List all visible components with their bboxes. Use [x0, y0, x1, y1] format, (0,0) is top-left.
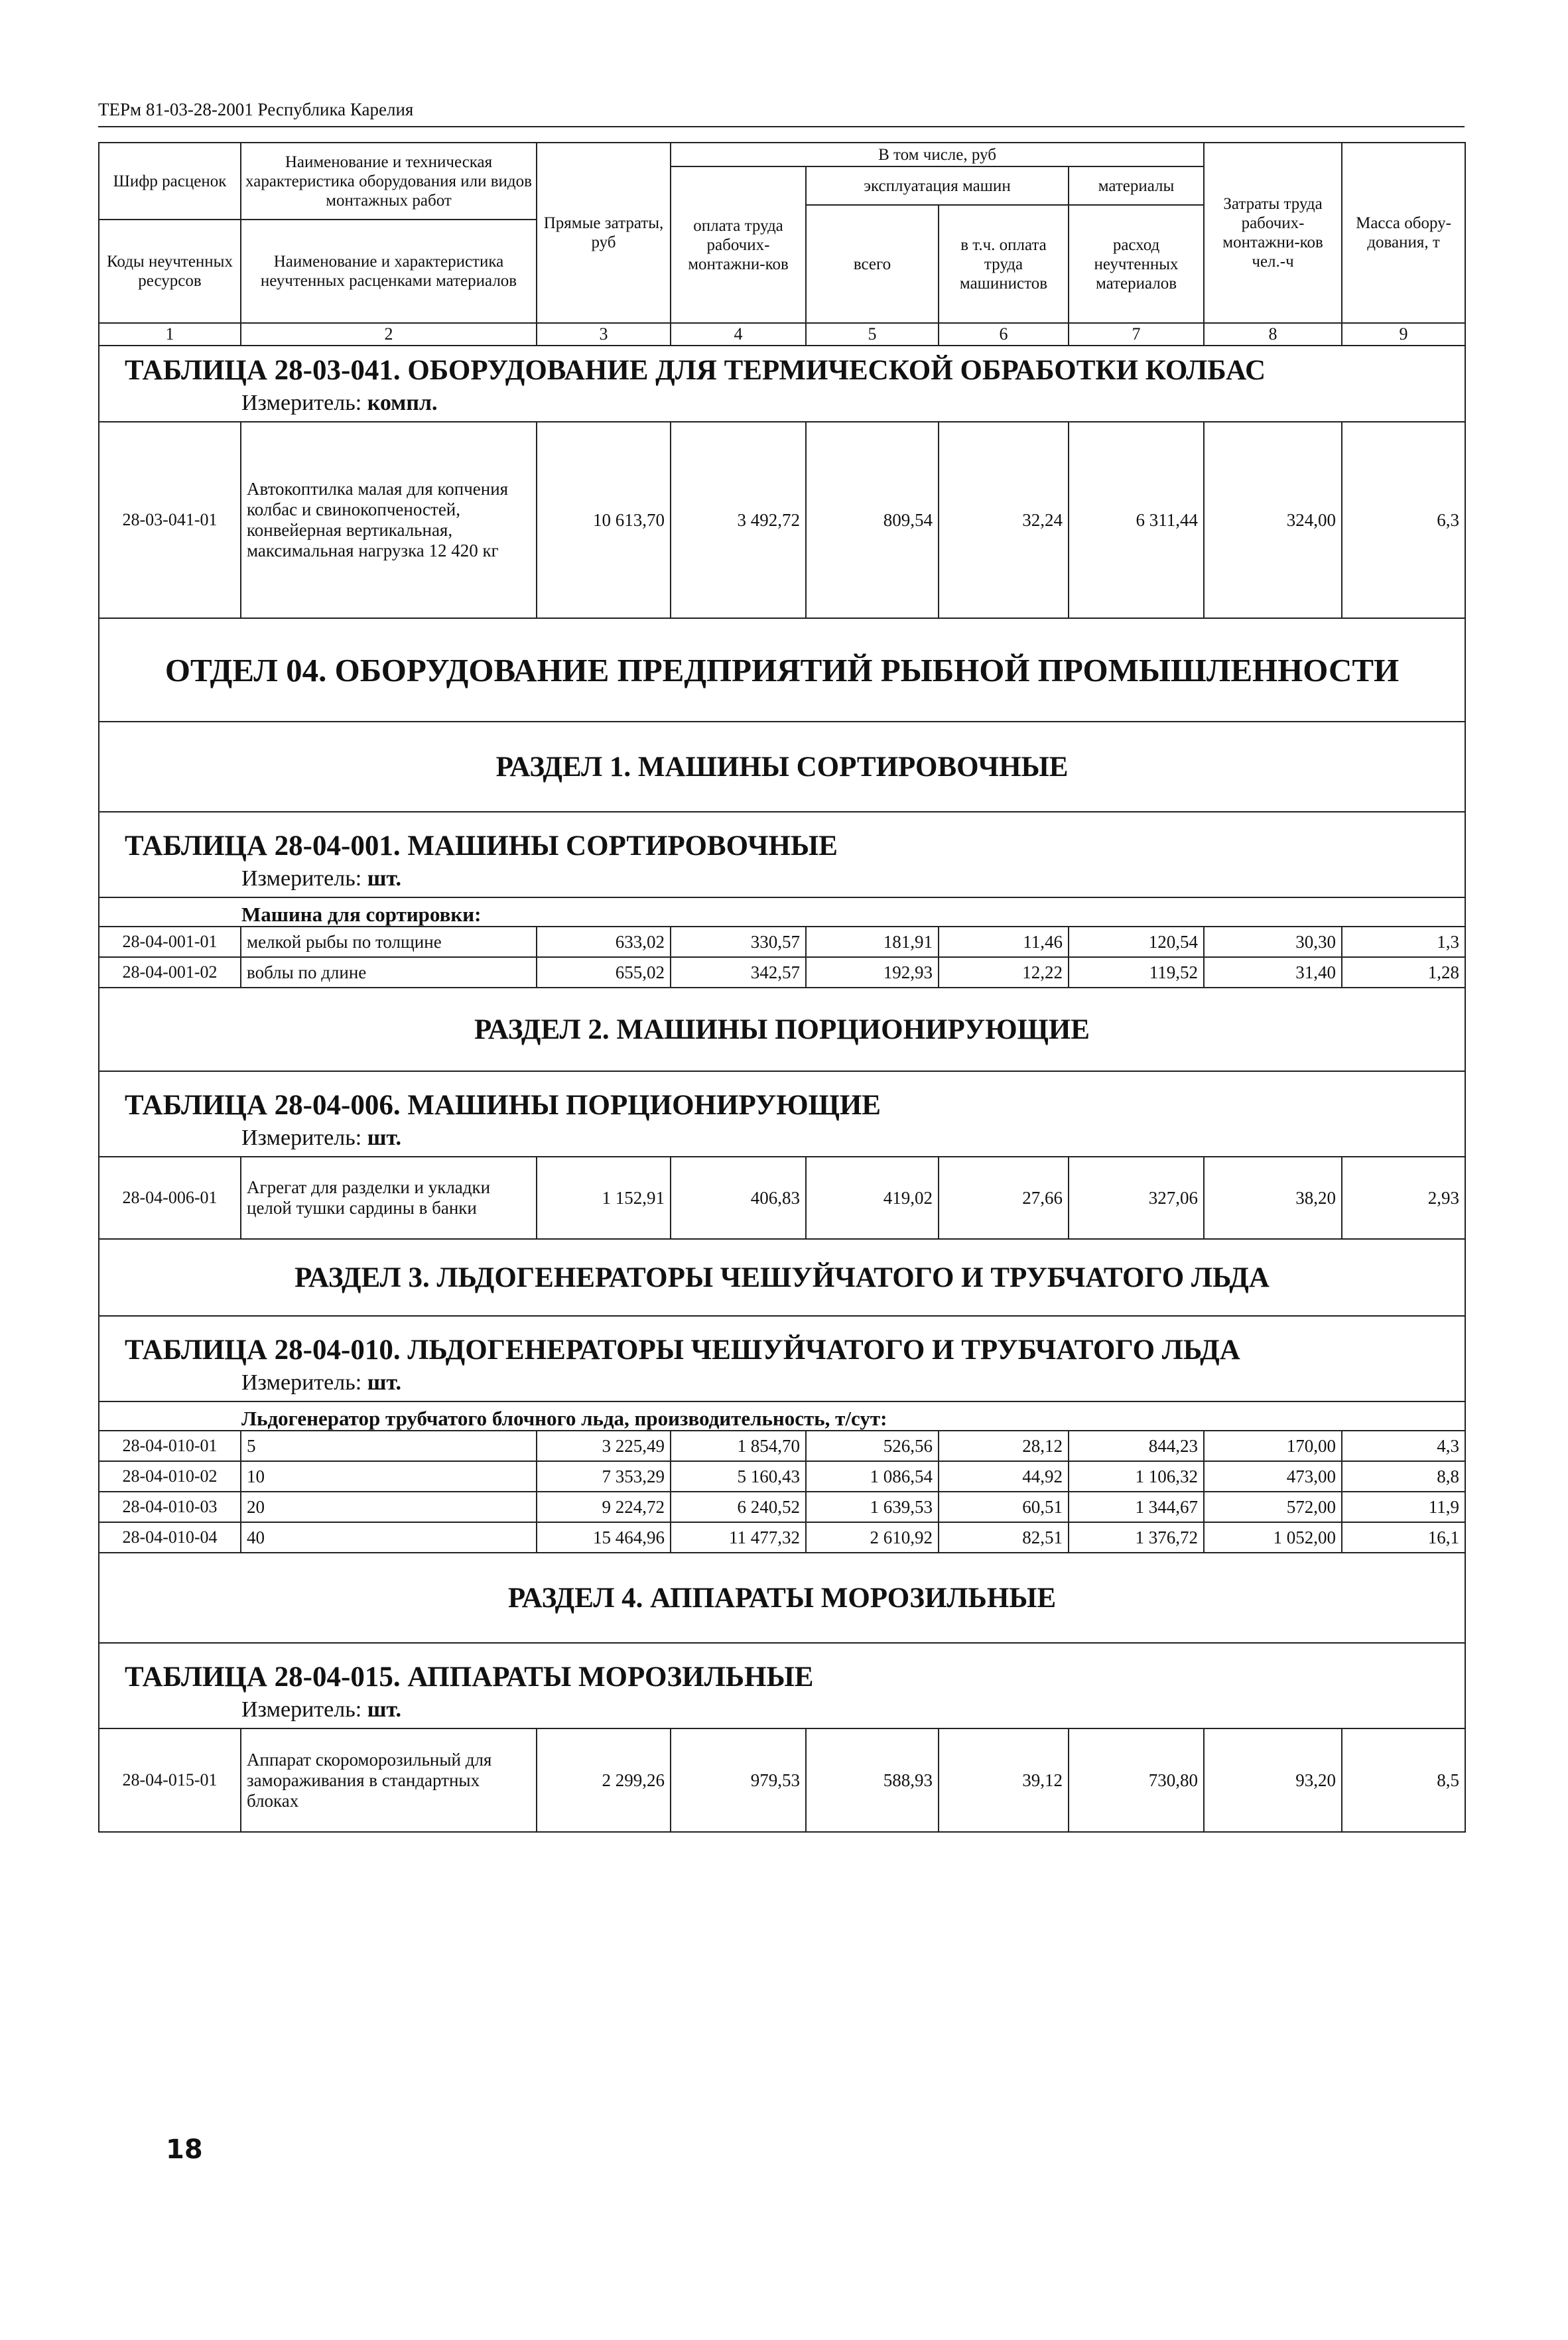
department-row: [99, 618, 1465, 722]
operator-cost: 28,12: [939, 1431, 1069, 1461]
col3-header: Прямые затраты, руб: [537, 143, 671, 323]
column-numbers-row: [99, 323, 1465, 346]
equipment-mass: 1,28: [1342, 957, 1465, 988]
direct-cost: 633,02: [537, 927, 671, 957]
machine-cost: 1 086,54: [806, 1461, 939, 1492]
labor-cost: 330,57: [671, 927, 806, 957]
table-row: [99, 1157, 1465, 1239]
material-cost: 1 344,67: [1069, 1492, 1204, 1522]
expl-header: эксплуатация машин: [806, 166, 1069, 205]
labor-hours: 473,00: [1204, 1461, 1342, 1492]
col2-header-b: Наименование и характеристика неучтенных расценками материалов: [241, 220, 537, 323]
col7-header: расход неучтенных материалов: [1069, 205, 1204, 323]
measure-unit: Измеритель: шт.: [241, 1126, 402, 1150]
rate-code: 28-04-001-01: [99, 927, 241, 957]
direct-cost: 655,02: [537, 957, 671, 988]
rate-name: 40: [241, 1522, 537, 1553]
material-cost: 6 311,44: [1069, 422, 1204, 618]
table-row: [99, 927, 1465, 957]
group-title: Льдогенератор трубчатого блочного льда, производительность, т/сут:: [241, 1407, 887, 1430]
material-cost: 844,23: [1069, 1431, 1204, 1461]
rate-name: мелкой рыбы по толщине: [241, 927, 537, 957]
table-row: [99, 957, 1465, 988]
col-number: 1: [99, 323, 241, 346]
machine-cost: 526,56: [806, 1431, 939, 1461]
labor-hours: 572,00: [1204, 1492, 1342, 1522]
table-title: ТАБЛИЦА 28-04-010. ЛЬДОГЕНЕРАТОРЫ ЧЕШУЙЧАТОГО И ТРУБЧАТОГО ЛЬДА: [125, 1334, 1240, 1366]
price-table: [98, 142, 1465, 1833]
running-header: ТЕРм 81-03-28-2001 Республика Карелия: [98, 99, 414, 119]
machine-cost: 419,02: [806, 1157, 939, 1239]
direct-cost: 3 225,49: [537, 1431, 671, 1461]
material-cost: 327,06: [1069, 1157, 1204, 1239]
section-row: [99, 1239, 1465, 1316]
equipment-mass: 1,3: [1342, 927, 1465, 957]
table-row: [99, 422, 1465, 618]
section-row: [99, 722, 1465, 812]
rate-name: воблы по длине: [241, 957, 537, 988]
labor-cost: 342,57: [671, 957, 806, 988]
labor-hours: 93,20: [1204, 1728, 1342, 1832]
labor-cost: 3 492,72: [671, 422, 806, 618]
col2-header-a: Наименование и техническая характеристика оборудования или видов монтажных работ: [241, 143, 537, 220]
col6-header: в т.ч. оплата труда машинистов: [939, 205, 1069, 323]
rate-code: 28-04-010-02: [99, 1461, 241, 1492]
labor-cost: 979,53: [671, 1728, 806, 1832]
rates-table: [98, 142, 1466, 1833]
col-number: 2: [241, 323, 537, 346]
col-number: 6: [939, 323, 1069, 346]
section-title: РАЗДЕЛ 4. АППАРАТЫ МОРОЗИЛЬНЫЕ: [99, 1553, 1465, 1643]
col4-header: оплата труда рабочих-монтажни-ков: [671, 166, 806, 323]
direct-cost: 9 224,72: [537, 1492, 671, 1522]
table-title-row: [99, 1316, 1465, 1401]
col-number: 8: [1204, 323, 1342, 346]
material-cost: 730,80: [1069, 1728, 1204, 1832]
table-title-row: [99, 346, 1465, 422]
machine-cost: 1 639,53: [806, 1492, 939, 1522]
group-row: [99, 897, 1465, 927]
operator-cost: 27,66: [939, 1157, 1069, 1239]
operator-cost: 12,22: [939, 957, 1069, 988]
labor-hours: 324,00: [1204, 422, 1342, 618]
labor-cost: 6 240,52: [671, 1492, 806, 1522]
measure-unit: Измеритель: шт.: [241, 1370, 402, 1395]
table-row: [99, 1728, 1465, 1832]
direct-cost: 15 464,96: [537, 1522, 671, 1553]
section-row: [99, 1553, 1465, 1643]
rate-name: Автокоптилка малая для копчения колбас и свинокопченостей, конвейерная вертикальная, максимальная нагрузка 12 420 кг: [241, 422, 537, 618]
rate-code: 28-04-010-04: [99, 1522, 241, 1553]
equipment-mass: 8,5: [1342, 1728, 1465, 1832]
operator-cost: 39,12: [939, 1728, 1069, 1832]
rate-code: 28-03-041-01: [99, 422, 241, 618]
labor-hours: 170,00: [1204, 1431, 1342, 1461]
measure-unit: Измеритель: компл.: [241, 391, 438, 415]
material-cost: 119,52: [1069, 957, 1204, 988]
col-number: 9: [1342, 323, 1465, 346]
rate-code: 28-04-001-02: [99, 957, 241, 988]
table-title-row: [99, 1643, 1465, 1728]
rate-name: 20: [241, 1492, 537, 1522]
table-title: ТАБЛИЦА 28-04-006. МАШИНЫ ПОРЦИОНИРУЮЩИЕ: [125, 1090, 881, 1121]
table-title-row: [99, 812, 1465, 897]
header-row-1: [99, 143, 1465, 166]
group-row: [99, 1401, 1465, 1431]
col8-header: Затраты труда рабочих-монтажни-ков чел.-ч: [1204, 143, 1342, 323]
labor-cost: 11 477,32: [671, 1522, 806, 1553]
table-row: [99, 1492, 1465, 1522]
labor-cost: 1 854,70: [671, 1431, 806, 1461]
table-row: [99, 1461, 1465, 1492]
page-number: 18: [166, 2134, 203, 2165]
direct-cost: 1 152,91: [537, 1157, 671, 1239]
rate-code: 28-04-010-03: [99, 1492, 241, 1522]
rate-code: 28-04-015-01: [99, 1728, 241, 1832]
machine-cost: 192,93: [806, 957, 939, 988]
table-title: ТАБЛИЦА 28-03-041. ОБОРУДОВАНИЕ ДЛЯ ТЕРМИЧЕСКОЙ ОБРАБОТКИ КОЛБАС: [125, 355, 1266, 386]
labor-hours: 1 052,00: [1204, 1522, 1342, 1553]
equipment-mass: 2,93: [1342, 1157, 1465, 1239]
labor-hours: 30,30: [1204, 927, 1342, 957]
col9-header: Масса обору-дования, т: [1342, 143, 1465, 323]
mat-header: материалы: [1069, 166, 1204, 205]
labor-cost: 5 160,43: [671, 1461, 806, 1492]
equipment-mass: 11,9: [1342, 1492, 1465, 1522]
col1-header-b: Коды неучтенных ресурсов: [99, 220, 241, 323]
rate-name: 5: [241, 1431, 537, 1461]
material-cost: 1 376,72: [1069, 1522, 1204, 1553]
operator-cost: 32,24: [939, 422, 1069, 618]
material-cost: 1 106,32: [1069, 1461, 1204, 1492]
rate-code: 28-04-010-01: [99, 1431, 241, 1461]
machine-cost: 181,91: [806, 927, 939, 957]
measure-unit: Измеритель: шт.: [241, 866, 402, 891]
incl-header: В том числе, руб: [671, 143, 1204, 166]
table-title-row: [99, 1071, 1465, 1157]
equipment-mass: 4,3: [1342, 1431, 1465, 1461]
operator-cost: 11,46: [939, 927, 1069, 957]
section-title: РАЗДЕЛ 2. МАШИНЫ ПОРЦИОНИРУЮЩИЕ: [99, 988, 1465, 1071]
section-title: РАЗДЕЛ 1. МАШИНЫ СОРТИРОВОЧНЫЕ: [99, 722, 1465, 812]
machine-cost: 809,54: [806, 422, 939, 618]
operator-cost: 82,51: [939, 1522, 1069, 1553]
rate-code: 28-04-006-01: [99, 1157, 241, 1239]
equipment-mass: 8,8: [1342, 1461, 1465, 1492]
material-cost: 120,54: [1069, 927, 1204, 957]
machine-cost: 2 610,92: [806, 1522, 939, 1553]
direct-cost: 7 353,29: [537, 1461, 671, 1492]
table-title: ТАБЛИЦА 28-04-001. МАШИНЫ СОРТИРОВОЧНЫЕ: [125, 830, 838, 862]
col1-header-a: Шифр расценок: [99, 143, 241, 220]
rate-name: Аппарат скороморозильный для замораживания в стандартных блоках: [241, 1728, 537, 1832]
group-title: Машина для сортировки:: [241, 903, 482, 926]
equipment-mass: 6,3: [1342, 422, 1465, 618]
operator-cost: 60,51: [939, 1492, 1069, 1522]
table-row: [99, 1431, 1465, 1461]
col-number: 5: [806, 323, 939, 346]
rate-name: Агрегат для разделки и укладки целой тушки сардины в банки: [241, 1157, 537, 1239]
col-number: 7: [1069, 323, 1204, 346]
labor-cost: 406,83: [671, 1157, 806, 1239]
header-rule: [98, 126, 1465, 127]
table-title: ТАБЛИЦА 28-04-015. АППАРАТЫ МОРОЗИЛЬНЫЕ: [125, 1661, 814, 1693]
direct-cost: 2 299,26: [537, 1728, 671, 1832]
department-title: ОТДЕЛ 04. ОБОРУДОВАНИЕ ПРЕДПРИЯТИЙ РЫБНОЙ ПРОМЫШЛЕННОСТИ: [99, 618, 1465, 722]
measure-unit: Измеритель: шт.: [241, 1697, 402, 1722]
section-title: РАЗДЕЛ 3. ЛЬДОГЕНЕРАТОРЫ ЧЕШУЙЧАТОГО И ТРУБЧАТОГО ЛЬДА: [99, 1239, 1465, 1316]
col-number: 4: [671, 323, 806, 346]
rate-name: 10: [241, 1461, 537, 1492]
labor-hours: 31,40: [1204, 957, 1342, 988]
section-row: [99, 988, 1465, 1071]
direct-cost: 10 613,70: [537, 422, 671, 618]
col5-header: всего: [806, 205, 939, 323]
machine-cost: 588,93: [806, 1728, 939, 1832]
operator-cost: 44,92: [939, 1461, 1069, 1492]
table-row: [99, 1522, 1465, 1553]
labor-hours: 38,20: [1204, 1157, 1342, 1239]
equipment-mass: 16,1: [1342, 1522, 1465, 1553]
col-number: 3: [537, 323, 671, 346]
